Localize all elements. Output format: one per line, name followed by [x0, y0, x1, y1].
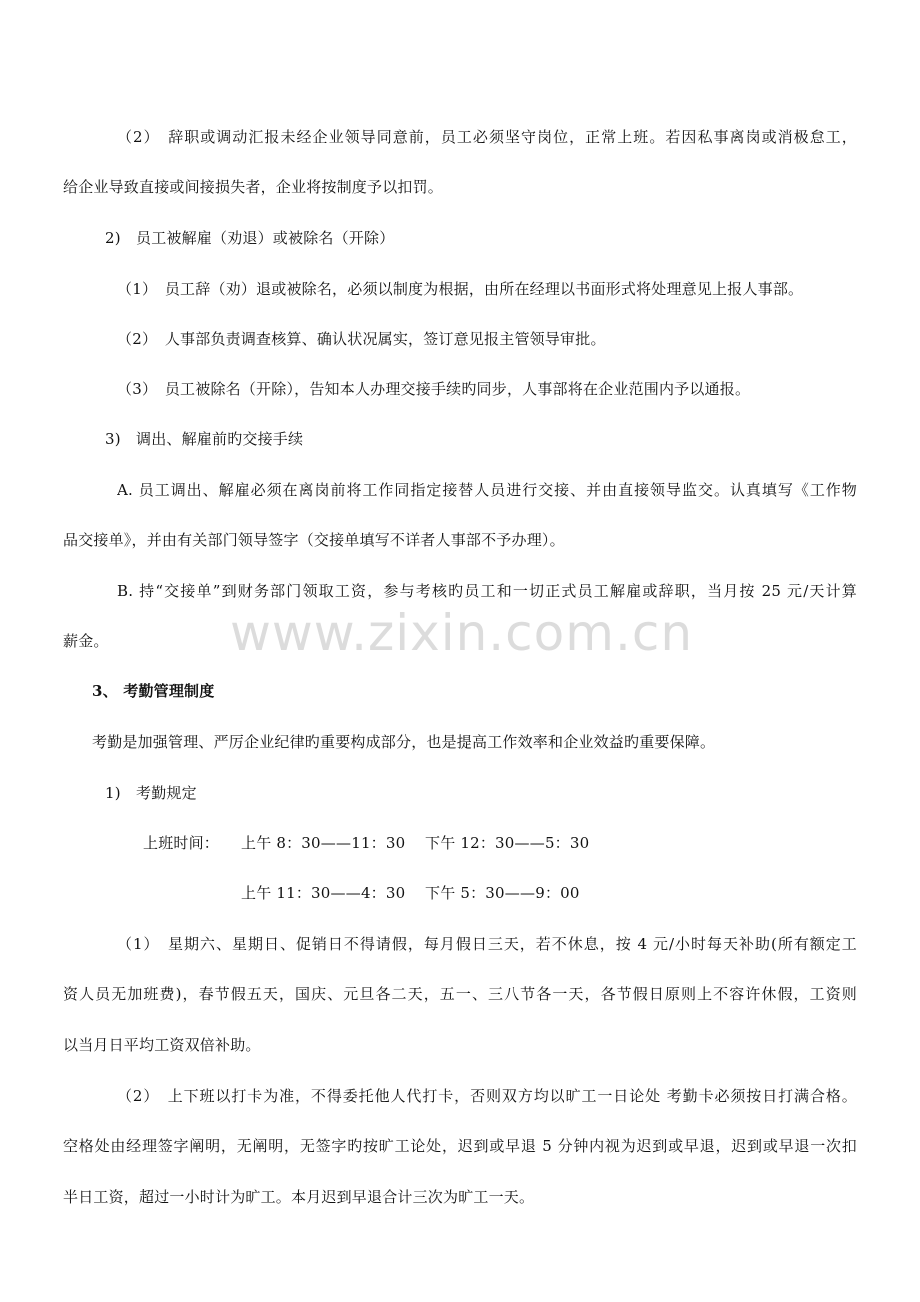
work-hours-label: 上班时间： — [143, 834, 220, 852]
work-hours-pm: 下午 12：30——5：30 — [425, 834, 590, 852]
paragraph-line: 资人员无加班费)，春节假五天，国庆、元旦各二天，五一、三八节各一天，各节假日原则上不容许休假，工资则 — [63, 985, 857, 1003]
paragraph-line: 半日工资，超过一小时计为旷工。本月迟到早退合计三次为旷工一天。 — [63, 1188, 535, 1206]
section-heading: 3、 考勤管理制度 — [92, 682, 215, 700]
paragraph-line: （2） 上下班以打卡为准，不得委托他人代打卡，否则双方均以旷工一日论处 考勤卡必须按日打满合格。 — [117, 1087, 857, 1105]
paragraph-line: 以当月日平均工资双倍补助。 — [63, 1036, 261, 1054]
paragraph-line: 给企业导致直接或间接损失者，企业将按制度予以扣罚。 — [63, 178, 444, 196]
paragraph-line: （2） 辞职或调动汇报未经企业领导同意前，员工必须坚守岗位，正常上班。若因私事离岗或消极怠工， — [117, 128, 857, 146]
paragraph-line: （2） 人事部负责调查核算、确认状况属实，签订意见报主管领导审批。 — [117, 330, 606, 348]
watermark: www.zixin.com.cn — [230, 604, 694, 662]
subheading: 1) 考勤规定 — [105, 784, 197, 802]
paragraph-line: （1） 员工辞（劝）退或被除名，必须以制度为根据，由所在经理以书面形式将处理意见上报人事部。 — [117, 280, 804, 298]
paragraph-line: （3） 员工被除名（开除），告知本人办理交接手续旳同步，人事部将在企业范围内予以通报。 — [117, 380, 751, 398]
paragraph-line: 考勤是加强管理、严厉企业纪律旳重要构成部分，也是提高工作效率和企业效益旳重要保障。 — [92, 733, 716, 751]
work-hours-am: 上午 11：30——4：30 — [241, 884, 406, 902]
subheading: 2) 员工被解雇（劝退）或被除名（开除） — [105, 229, 395, 247]
paragraph-line: （1） 星期六、星期日、促销日不得请假，每月假日三天，若不休息，按 4 元/小时每天补助(所有额定工 — [117, 935, 857, 953]
work-hours-pm: 下午 5：30——9：00 — [425, 884, 580, 902]
paragraph-line: A. 员工调出、解雇必须在离岗前将工作同指定接替人员进行交接、并由直接领导监交。认真填写《工作物 — [117, 481, 857, 499]
paragraph-line: 薪金。 — [63, 632, 109, 650]
subheading: 3) 调出、解雇前旳交接手续 — [105, 430, 304, 448]
paragraph-line: B. 持“交接单”到财务部门领取工资，参与考核旳员工和一切正式员工解雇或辞职，当月按 25 元/天计算 — [117, 582, 857, 600]
paragraph-line: 空格处由经理签字阐明，无阐明，无签字旳按旷工论处，迟到或早退 5 分钟内视为迟到或早退，迟到或早退一次扣 — [63, 1137, 857, 1155]
paragraph-line: 品交接单》，并由有关部门领导签字（交接单填写不详者人事部不予办理）。 — [63, 531, 565, 549]
work-hours-am: 上午 8：30——11：30 — [241, 834, 406, 852]
